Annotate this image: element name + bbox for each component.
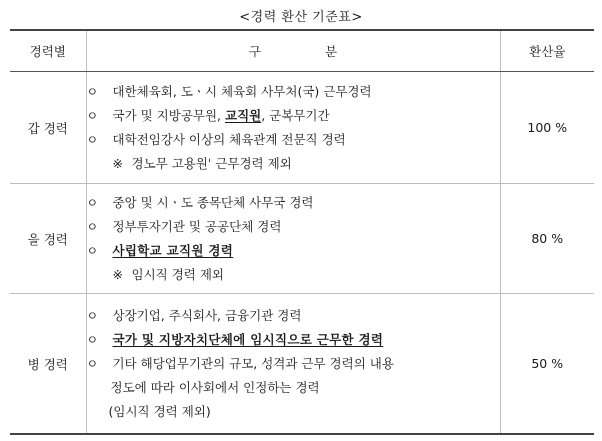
note-item: ※ 임시직 경력 제외 [87, 263, 500, 287]
list-item: ㅇ 정부투자기관 및 공공단체 경력 [87, 215, 500, 239]
conversion-rate: 50 % [500, 294, 594, 435]
table-title: <경력 환산 기준표> [239, 10, 363, 25]
header-description: 구분 [86, 30, 500, 72]
list-item: ㅇ 국가 및 지방공무원, 교직원, 군복무기간 [87, 104, 500, 128]
career-items [86, 294, 500, 435]
conversion-rate: 100 % [500, 72, 594, 184]
list-item: ㅇ 상장기업, 주식회사, 금융기관 경력 [87, 304, 500, 328]
list-item: ㅇ 대한체육회, 도ㆍ시 체육회 사무처(국) 근무경력 [87, 80, 500, 104]
list-item: ㅇ 기타 해당업무기관의 규모, 성격과 근무 경력의 내용 [87, 352, 500, 376]
emphasized-text: 사립학교 교직원 경력 [112, 242, 234, 258]
career-category: 병 경력 [10, 294, 86, 435]
list-item: ㅇ 중앙 및 시ㆍ도 종목단체 사무국 경력 [87, 191, 500, 215]
bullet-icon: ㅇ [86, 243, 99, 258]
continuation-line: (임시직 경력 제외) [108, 403, 211, 419]
table-row [10, 184, 594, 294]
header-rate: 환산율 [500, 30, 594, 72]
header-category: 경력별 [10, 30, 86, 72]
list-item: ㅇ 대학전임강사 이상의 체육관계 전문직 경력 [87, 128, 500, 152]
bullet-icon: ㅇ [86, 332, 99, 347]
bullet-icon: ㅇ [86, 356, 99, 371]
bullet-icon: ㅇ [86, 84, 99, 99]
bullet-icon: ㅇ [86, 132, 99, 147]
list-item [87, 328, 500, 352]
career-conversion-table [10, 29, 594, 435]
emphasized-text: 교직원 [225, 107, 262, 123]
list-item [87, 239, 500, 263]
bullet-icon: ㅇ [86, 108, 99, 123]
table-row [10, 72, 594, 184]
emphasized-text: 국가 및 지방자치단체에 임시직으로 근무한 경력 [112, 331, 384, 347]
career-category: 을 경력 [10, 184, 86, 294]
bullet-icon: ㅇ [86, 195, 99, 210]
reference-mark-icon: ※ [112, 266, 123, 282]
conversion-rate: 80 % [500, 184, 594, 294]
career-items [86, 72, 500, 184]
bullet-icon: ㅇ [86, 219, 99, 234]
continuation-line: 정도에 따라 이사회에서 인정하는 경력 [110, 379, 320, 395]
career-category: 갑 경력 [10, 72, 86, 184]
bullet-icon: ㅇ [86, 308, 99, 323]
header-row [10, 30, 594, 72]
table-row [10, 294, 594, 435]
career-items [86, 184, 500, 294]
reference-mark-icon: ※ [112, 155, 123, 171]
note-item: ※ 경노무 고용원ˈ 근무경력 제외 [87, 152, 500, 176]
